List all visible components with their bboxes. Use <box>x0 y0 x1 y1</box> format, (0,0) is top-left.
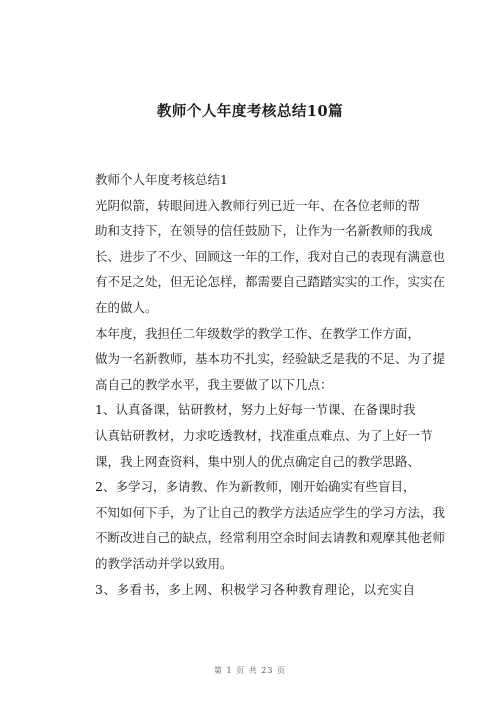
paragraph-line: 1、认真备课，钻研教材，努力上好每一节课、在备课时我 <box>95 402 416 418</box>
document-title: 教师个人年度考核总结10篇 <box>156 103 344 120</box>
paragraph-line: 不知如何下手，为了让自己的教学方法适应学生的学习方法，我 <box>95 504 446 520</box>
paragraph-line: 认真钻研教材，力求吃透教材，找准重点难点、为了上好一节 <box>95 427 433 443</box>
paragraph-line: 课，我上网查资料，集中别人的优点确定自己的教学思路、 <box>95 453 421 469</box>
paragraph-line: 高自己的教学水平，我主要做了以下几点： <box>95 376 333 392</box>
paragraph-line: 3、多看书，多上网、积极学习各种教育理论，以充实自 <box>95 581 415 597</box>
paragraph-line: 有不足之处，但无论怎样，都需要自己踏踏实实的工作，实实在 <box>95 274 446 290</box>
paragraph-line: 2、多学习，多请教、作为新教师，刚开始确实有些盲目， <box>95 479 416 495</box>
paragraph-line: 做为一名新教师，基本功不扎实，经验缺乏是我的不足、为了提 <box>95 351 446 367</box>
paragraph-line: 长、进步了不少、回顾这一年的工作，我对自己的表现有满意也 <box>95 248 446 264</box>
paragraph-line: 光阴似箭，转眼间进入教师行列已近一年、在各位老师的帮 <box>95 197 421 213</box>
paragraph-line: 助和支持下，在领导的信任鼓励下，让作为一名新教师的我成 <box>95 223 433 239</box>
document-body <box>95 167 446 602</box>
paragraph-line: 在的做人。 <box>95 299 158 315</box>
page-footer: 第 1 页 共 23 页 <box>214 666 286 675</box>
paragraph-line: 不断改进自己的缺点，经常利用空余时间去请教和观摩其他老师 <box>95 530 446 546</box>
paragraph-line: 本年度，我担任二年级数学的教学工作、在教学工作方面， <box>95 325 421 341</box>
section-heading: 教师个人年度考核总结1 <box>95 172 228 187</box>
paragraph-line: 的教学活动并学以致用。 <box>95 555 233 571</box>
